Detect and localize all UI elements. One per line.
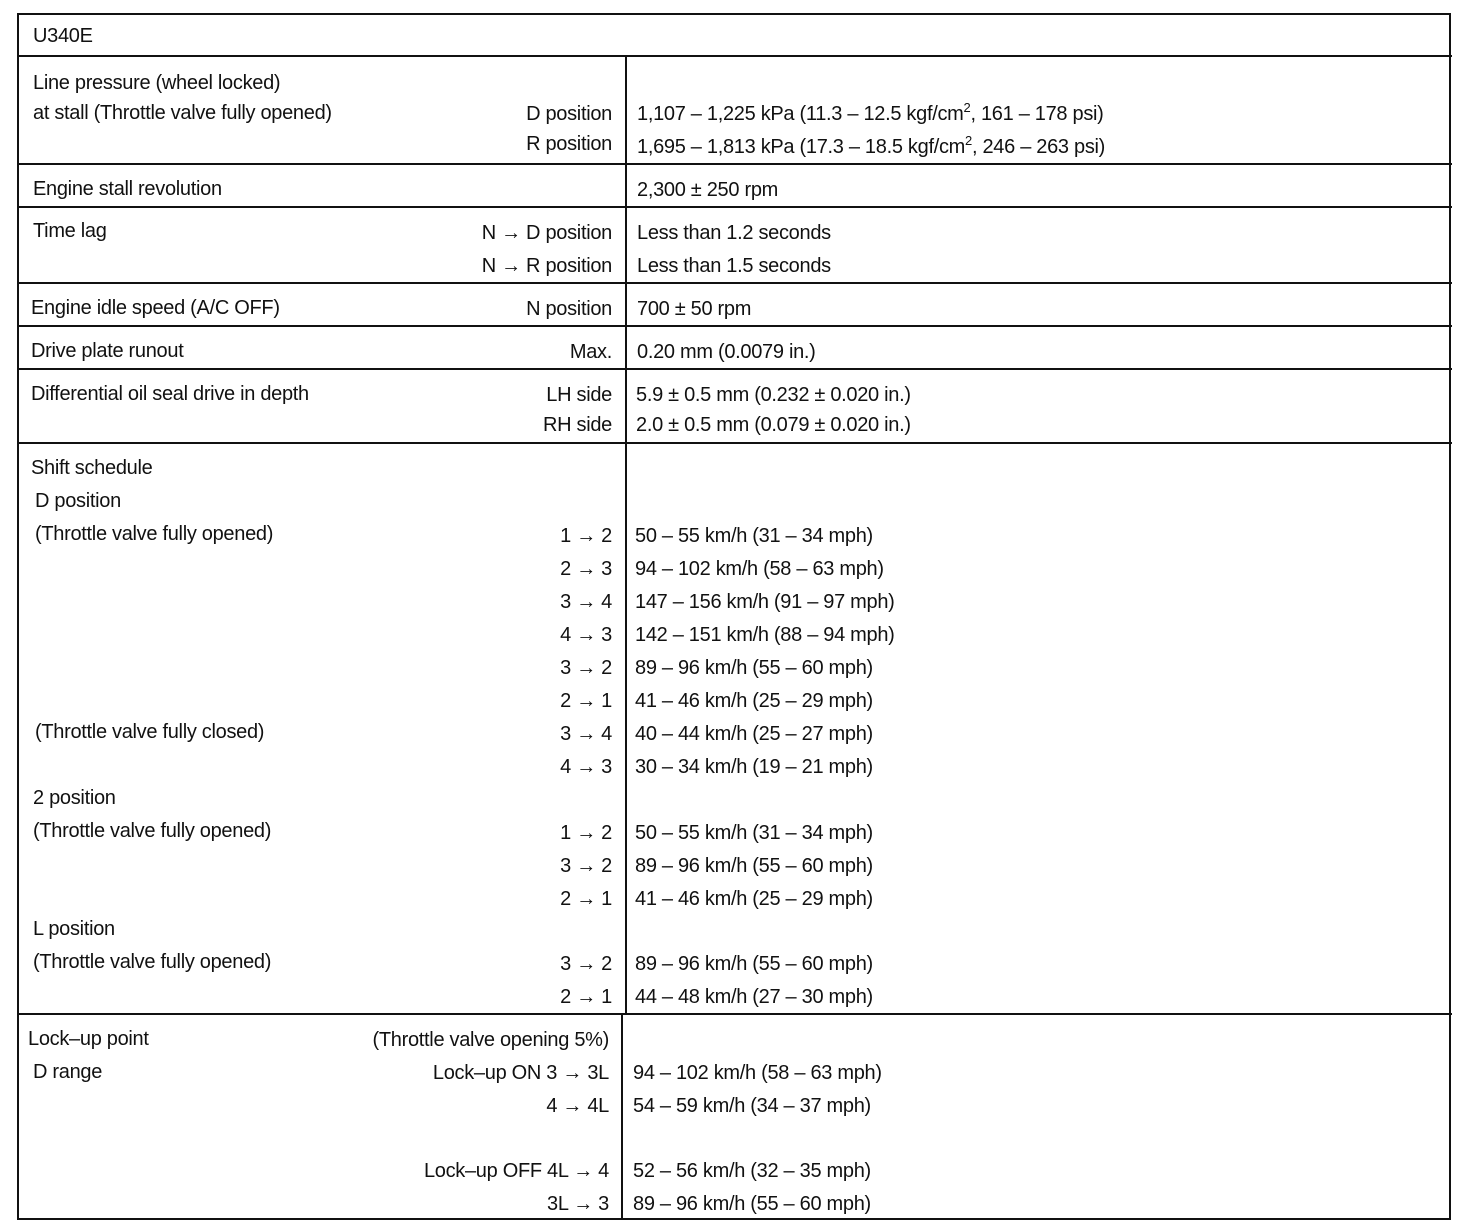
shift-schedule-title: Shift schedule — [31, 457, 153, 479]
shift-row-value: 41 – 46 km/h (25 – 29 mph) — [635, 888, 873, 910]
stall-value: 2,300 ± 250 rpm — [637, 179, 779, 201]
shift-row-label: 3 → 2 — [560, 855, 612, 877]
shift-row-label: 4 → 3 — [560, 624, 612, 646]
shift-row-label: 3 → 4 — [560, 591, 612, 613]
time-lag-label: Time lag — [33, 220, 107, 242]
stall-label: Engine stall revolution — [33, 178, 222, 200]
time-lag-nd-value: Less than 1.2 seconds — [637, 222, 831, 244]
idle-condition: N position — [526, 298, 612, 320]
row-divider — [17, 1013, 1452, 1015]
row-divider — [17, 368, 1452, 370]
shift-row-label: 4 → 3 — [560, 756, 612, 778]
lockup-condition: (Throttle valve opening 5%) — [372, 1029, 609, 1051]
shift-throttle-closed: (Throttle valve fully closed) — [35, 721, 265, 743]
lockup-row-label: Lock–up ON 3 → 3L — [432, 1062, 609, 1084]
diff-rh-value: 2.0 ± 0.5 mm (0.079 ± 0.020 in.) — [636, 414, 911, 436]
lockup-row-value: 52 – 56 km/h (32 – 35 mph) — [633, 1160, 871, 1182]
shift-row-value: 89 – 96 km/h (55 – 60 mph) — [635, 657, 873, 679]
diff-label: Differential oil seal drive in depth — [31, 383, 309, 405]
lockup-row-label: 3L → 3 — [547, 1193, 609, 1215]
runout-label: Drive plate runout — [31, 340, 184, 362]
shift-2-position: 2 position — [33, 787, 116, 809]
row-divider — [17, 442, 1452, 444]
table-title: U340E — [33, 25, 93, 47]
shift-row-label: 3 → 2 — [560, 953, 612, 975]
diff-rh: RH side — [542, 414, 612, 436]
shift-row-label: 1 → 2 — [560, 822, 612, 844]
time-lag-nr-value: Less than 1.5 seconds — [637, 255, 831, 277]
shift-row-value: 147 – 156 km/h (91 – 97 mph) — [635, 591, 895, 613]
line-pressure-condition: at stall (Throttle valve fully opened) — [33, 102, 332, 124]
shift-row-label: 2 → 1 — [560, 690, 612, 712]
lockup-row-label: Lock–up OFF 4L → 4 — [423, 1160, 609, 1182]
idle-value: 700 ± 50 rpm — [637, 298, 752, 320]
shift-row-value: 89 – 96 km/h (55 – 60 mph) — [635, 953, 873, 975]
shift-d-position: D position — [35, 490, 121, 512]
diff-lh-value: 5.9 ± 0.5 mm (0.232 ± 0.020 in.) — [636, 384, 911, 406]
lockup-row-value: 54 – 59 km/h (34 – 37 mph) — [633, 1095, 871, 1117]
shift-row-value: 30 – 34 km/h (19 – 21 mph) — [635, 756, 873, 778]
shift-row-value: 41 – 46 km/h (25 – 29 mph) — [635, 690, 873, 712]
lockup-row-label: 4 → 4L — [546, 1095, 609, 1117]
lockup-row-value: 94 – 102 km/h (58 – 63 mph) — [633, 1062, 882, 1084]
lockup-d-range: D range — [33, 1061, 103, 1083]
time-lag-nr: N → R position — [481, 255, 612, 277]
d-position-label: D position — [526, 103, 612, 125]
row-divider — [17, 325, 1452, 327]
line-pressure-d-value: 1,107 – 1,225 kPa (11.3 – 12.5 kgf/$cm^2$, 161 – 178 psi) — [637, 100, 1104, 125]
runout-condition: Max. — [569, 341, 612, 363]
shift-row-label: 2 → 3 — [560, 558, 612, 580]
shift-row-label: 2 → 1 — [560, 986, 612, 1008]
shift-throttle-open: (Throttle valve fully opened) — [35, 523, 274, 545]
shift-row-value: 50 – 55 km/h (31 – 34 mph) — [635, 822, 873, 844]
shift-row-label: 3 → 4 — [560, 723, 612, 745]
column-divider — [625, 56, 627, 1014]
shift-row-value: 50 – 55 km/h (31 – 34 mph) — [635, 525, 873, 547]
shift-row-value: 40 – 44 km/h (25 – 27 mph) — [635, 723, 873, 745]
shift-row-value: 44 – 48 km/h (27 – 30 mph) — [635, 986, 873, 1008]
shift-row-value: 89 – 96 km/h (55 – 60 mph) — [635, 855, 873, 877]
shift-row-value: 94 – 102 km/h (58 – 63 mph) — [635, 558, 884, 580]
shift-l-position: L position — [33, 918, 115, 940]
line-pressure-r-value: 1,695 – 1,813 kPa (17.3 – 18.5 kgf/$cm^2$, 246 – 263 psi) — [637, 133, 1106, 158]
diff-lh: LH side — [546, 384, 612, 406]
line-pressure-label: Line pressure (wheel locked) — [33, 72, 281, 94]
lockup-row-value: 89 – 96 km/h (55 – 60 mph) — [633, 1193, 871, 1215]
row-divider — [17, 282, 1452, 284]
shift-row-value: 142 – 151 km/h (88 – 94 mph) — [635, 624, 895, 646]
time-lag-nd: N → D position — [481, 222, 612, 244]
row-divider — [17, 163, 1452, 165]
shift-row-label: 2 → 1 — [560, 888, 612, 910]
shift-throttle-open: (Throttle valve fully opened) — [33, 820, 272, 842]
lockup-label: Lock–up point — [28, 1028, 149, 1050]
row-divider — [17, 55, 1452, 57]
runout-value: 0.20 mm (0.0079 in.) — [637, 341, 816, 363]
row-divider — [17, 206, 1452, 208]
column-divider — [621, 1014, 623, 1220]
idle-label: Engine idle speed (A/C OFF) — [31, 297, 280, 319]
shift-row-label: 1 → 2 — [560, 525, 612, 547]
shift-throttle-open: (Throttle valve fully opened) — [33, 951, 272, 973]
shift-row-label: 3 → 2 — [560, 657, 612, 679]
r-position-label: R position — [526, 133, 612, 155]
